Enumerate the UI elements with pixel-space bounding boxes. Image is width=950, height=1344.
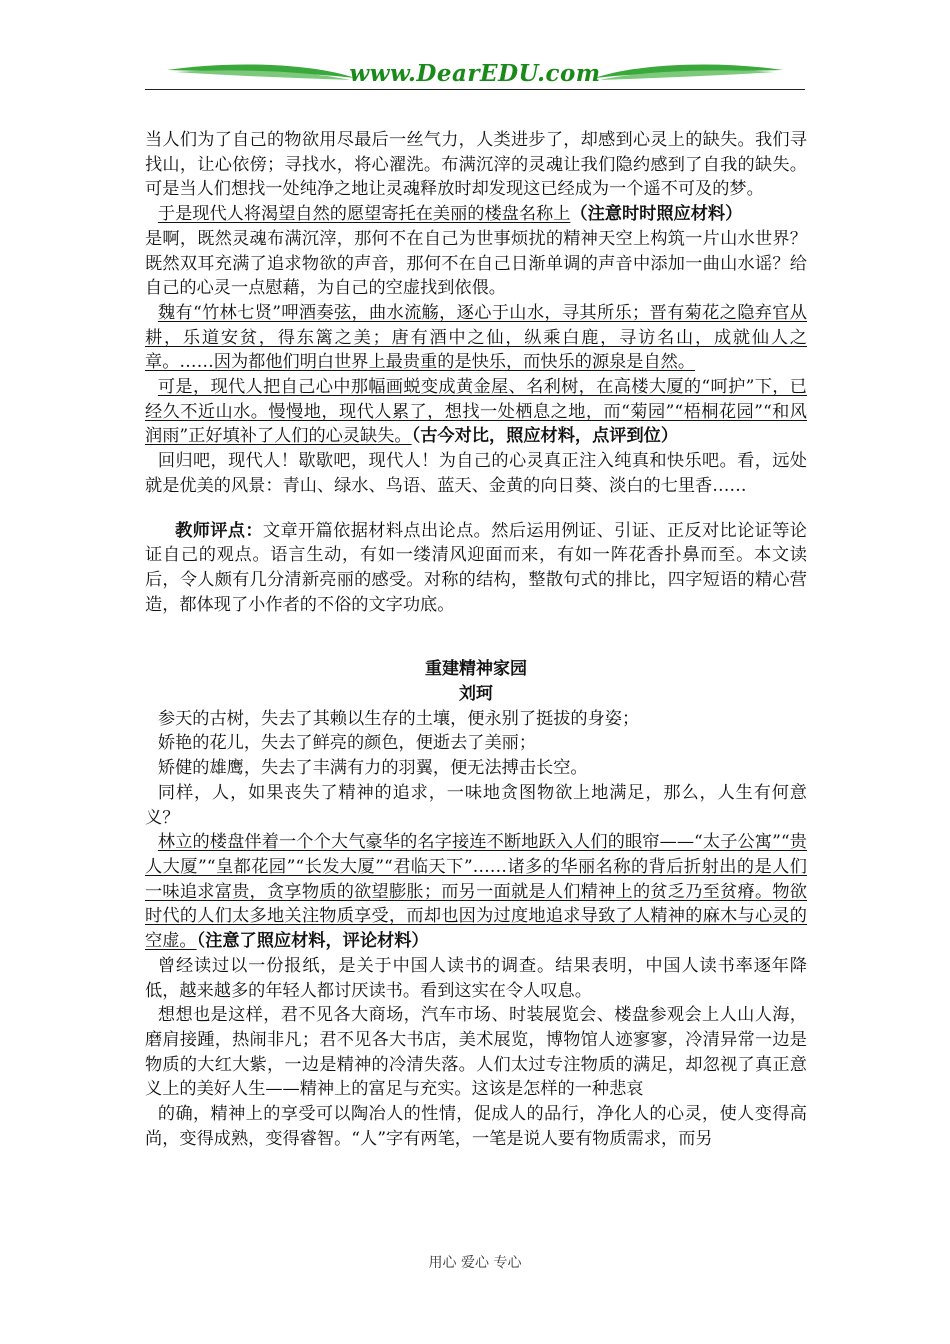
spacer [145, 499, 807, 519]
essay2-paragraph: 想想也是这样，君不见各大商场，汽车市场、时装展览会、楼盘参观会上人山人海，磨肩接踵，热闹非凡；君不见各大书店，美术展览，博物馆人迹寥寥，冷清异常一边是物质的大红大紫，一边是精神的冷清失落。人们太过专注物质的满足，却忽视了真正意义上的美好人生——精神上的富足与充实。这该是怎样的一种悲哀 [145, 1005, 807, 1100]
underlined-sentence: 于是现代人将渴望自然的愿望寄托在美丽的楼盘名称上 [157, 204, 571, 225]
review-label: 教师评点： [175, 520, 263, 541]
site-url[interactable]: www.DearEDU.com [349, 60, 601, 87]
review-text: 文章开篇依据材料点出论点。然后运用例证、引证、正反对比论证等论证自己的观点。语言生动，有如一缕清风迎面而来，有如一阵花香扑鼻而至。本文读后，令人颇有几分清新亮丽的感受。对称的结构，整散句式的排比，四字短语的精心营造，都体现了小作者的不俗的文字功底。 [145, 520, 807, 615]
header-divider [145, 89, 805, 90]
comment-note: （注意时时照应材料） [570, 204, 743, 225]
essay2-paragraph: 矫健的雄鹰，失去了丰满有力的羽翼，便无法搏击长空。 [157, 758, 588, 779]
essay1-paragraph [145, 375, 807, 449]
site-header-banner [145, 58, 805, 90]
essay2-paragraph: 娇艳的花儿，失去了鲜亮的颜色，便逝去了美丽； [157, 733, 537, 754]
comment-note: （注意了照应材料，评论材料） [196, 931, 429, 952]
essay1-paragraph [145, 301, 807, 375]
essay1-paragraph: 当人们为了自己的物欲用尽最后一丝气力，人类进步了，却感到心灵上的缺失。我们寻找山，让心依傍；寻找水，将心濯洗。布满沉滓的灵魂让我们隐约感到了自我的缺失。可是当人们想找一处纯净之地让灵魂释放时却发现这已经成为一个遥不可及的梦。 [145, 130, 807, 200]
essay2-paragraph [145, 830, 807, 954]
comment-note: （古今对比，照应材料，点评到位） [411, 426, 679, 447]
essay1-paragraph: 回归吧，现代人！歇歇吧，现代人！为自己的心灵真正注入纯真和快乐吧。看，远处就是优美的风景：青山、绿水、鸟语、蓝天、金黄的向日葵、淡白的七里香…… [145, 451, 807, 496]
underlined-sentence: 可是，现代人把自己心中那幅画蜕变成黄金屋、名利树，在高楼大厦的“呵护”下，已经久不近山水。慢慢地，现代人累了，想找一处栖息之地，而“菊园”“梧桐花园”“和风润雨”正好填补了人们的心灵缺失。 [145, 377, 807, 447]
essay2-paragraph: 的确，精神上的享受可以陶冶人的性情，促成人的品行，净化人的心灵，使人变得高尚，变得成熟，变得睿智。“人”字有两笔，一笔是说人要有物质需求，而另 [145, 1104, 807, 1149]
essay1-paragraph [145, 202, 807, 227]
essay2-paragraph: 同样，人，如果丧失了精神的追求，一味地贪图物欲上地满足，那么，人生有何意义？ [145, 782, 807, 828]
teacher-review [145, 519, 807, 618]
essay1-paragraph: 是啊，既然灵魂布满沉滓，那何不在自己为世事烦扰的精神天空上构筑一片山水世界？既然双耳充满了追求物欲的声音，那何不在自己日渐单调的声音中添加一曲山水谣？给自己的心灵一点慰藉，为自己的空虚找到依偎。 [145, 228, 807, 299]
spacer [145, 617, 807, 657]
page-footer: 用心 爱心 专心 [428, 1255, 522, 1271]
document-body [145, 128, 807, 1151]
underlined-sentence: 林立的楼盘伴着一个个大气豪华的名字接连不断地跃入人们的眼帘——“太子公寓”“贵人大厦”“皇都花园”“长发大厦”“君临天下”……诸多的华丽名称的背后折射出的是人们一味追求富贵，贪享物质的欲望膨胀；而另一面就是人们精神上的贫乏乃至贫瘠。物欲时代的人们太多地关注物质享受，而却也因为过度地追求导致了人精神的麻木与心灵的空虚。 [145, 832, 807, 952]
essay2-author: 刘珂 [459, 684, 493, 705]
essay2-paragraph: 曾经读过以一份报纸，是关于中国人读书的调查。结果表明，中国人读书率逐年降低，越来越多的年轻人都讨厌读书。看到这实在令人叹息。 [145, 955, 807, 1001]
underlined-sentence: 魏有“竹林七贤”呷酒奏弦，曲水流觞，逐心于山水，寻其所乐；晋有菊花之隐弃官从耕，乐道安贫，得东篱之美；唐有酒中之仙，纵乘白鹿，寻访名山，成就仙人之章。……因为都他们明白世界上最贵重的是快乐，而快乐的源泉是自然。 [145, 302, 807, 373]
essay2-paragraph: 参天的古树，失去了其赖以生存的土壤，便永别了挺拔的身姿； [157, 708, 640, 729]
essay2-title: 重建精神家园 [425, 659, 527, 680]
